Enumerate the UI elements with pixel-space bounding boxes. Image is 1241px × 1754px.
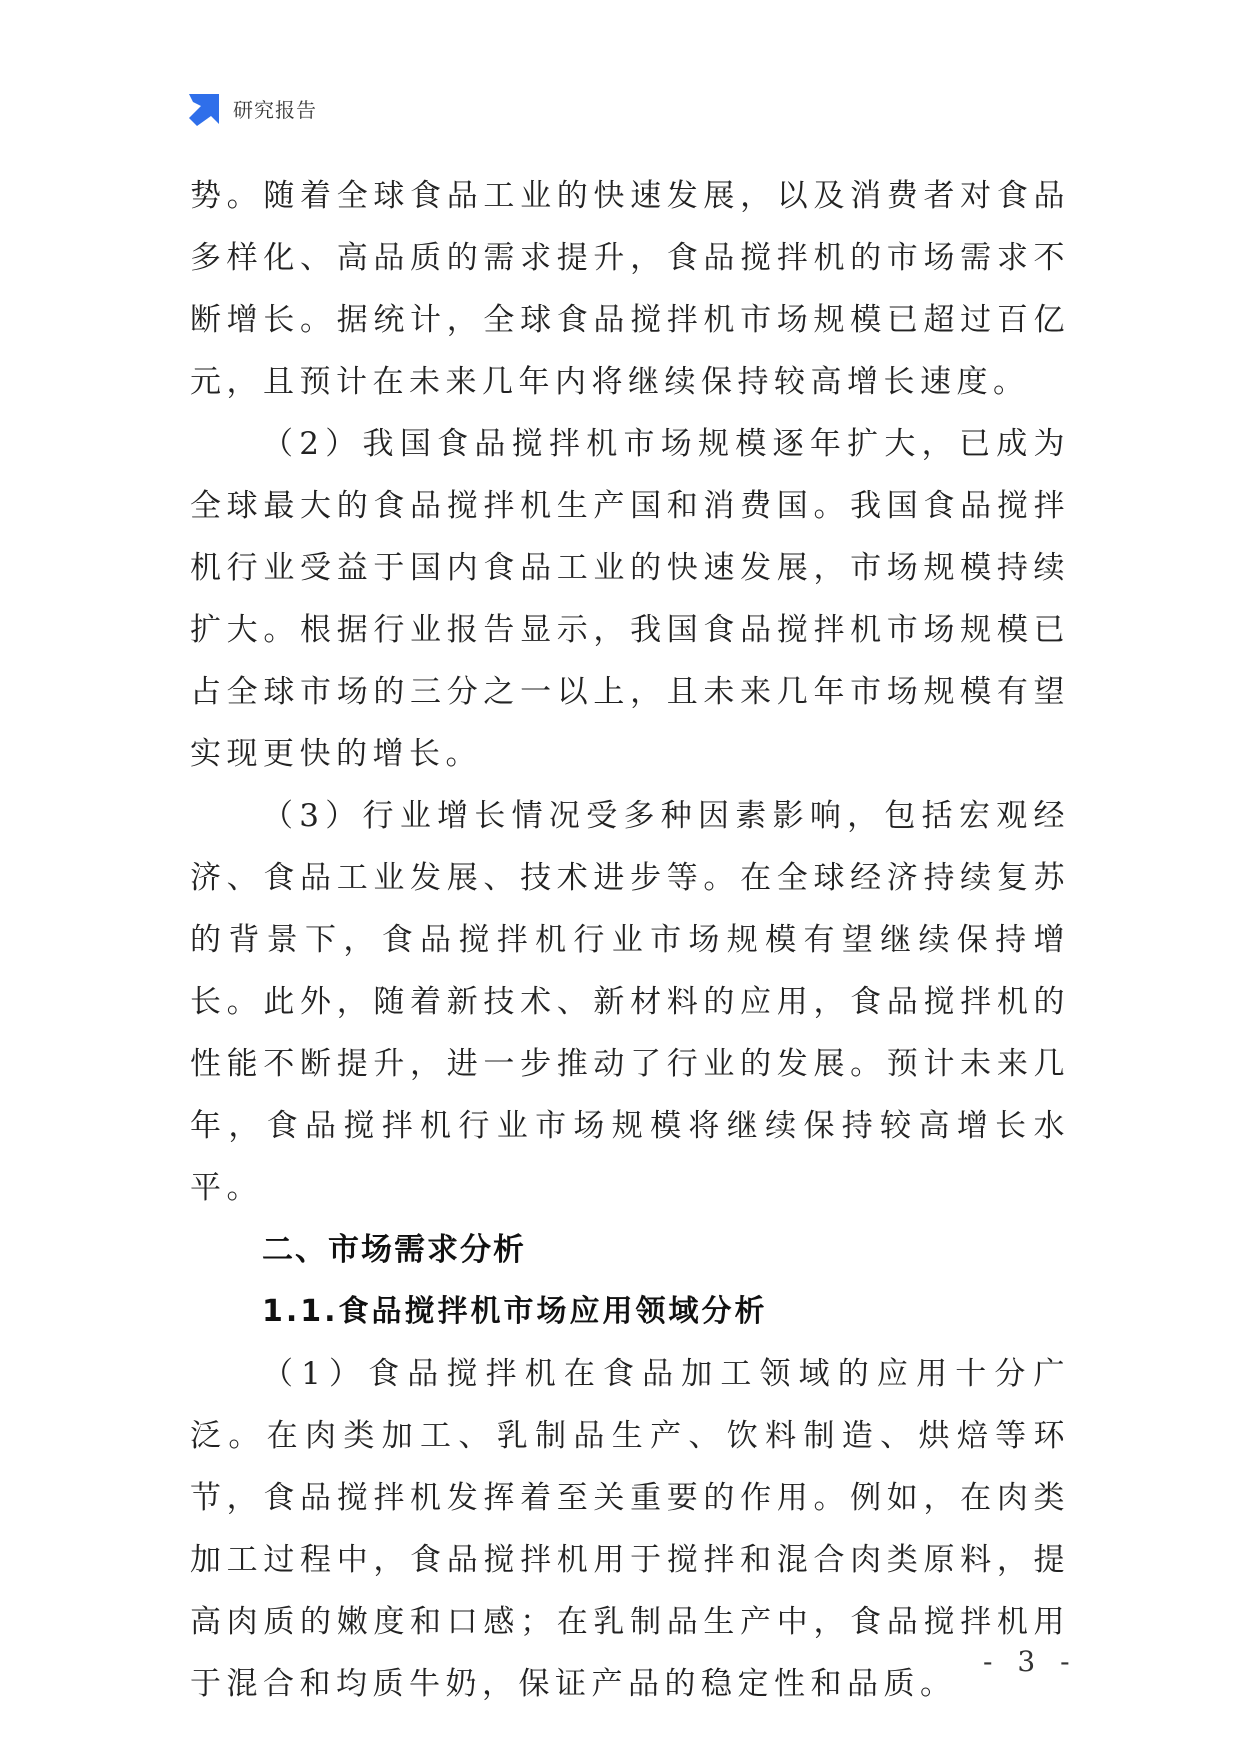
paragraph-2: （2）我国食品搅拌机市场规模逐年扩大，已成为全球最大的食品搅拌机生产国和消费国。我国食品搅拌机行业受益于国内食品工业的快速发展，市场规模持续扩大。根据行业报告显示，我国食品搅拌机市场规模已占全球市场的三分之一以上，且未来几年市场规模有望实现更快的增长。: [190, 426, 1070, 772]
paragraph-continuation: 势。随着全球食品工业的快速发展，以及消费者对食品多样化、高品质的需求提升，食品搅拌机的市场需求不断增长。据统计，全球食品搅拌机市场规模已超过百亿元，且预计在未来几年内将继续保持较高增长速度。: [190, 178, 1070, 400]
document-body: [190, 165, 1070, 1715]
page-number: - 3 -: [983, 1645, 1078, 1678]
section-heading: 二、市场需求分析: [262, 1232, 526, 1268]
report-header: [187, 90, 317, 126]
subsection-heading: 1.1.食品搅拌机市场应用领域分析: [262, 1294, 768, 1329]
arrow-up-right-icon: [187, 90, 223, 126]
header-title: 研究报告: [233, 97, 317, 122]
paragraph-1-application: （1）食品搅拌机在食品加工领域的应用十分广泛。在肉类加工、乳制品生产、饮料制造、烘焙等环节，食品搅拌机发挥着至关重要的作用。例如，在肉类加工过程中，食品搅拌机用于搅拌和混合肉类原料，提高肉质的嫩度和口感；在乳制品生产中，食品搅拌机用于混合和均质牛奶，保证产品的稳定性和品质。: [190, 1356, 1070, 1702]
paragraph-3: （3）行业增长情况受多种因素影响，包括宏观经济、食品工业发展、技术进步等。在全球经济持续复苏的背景下，食品搅拌机行业市场规模有望继续保持增长。此外，随着新技术、新材料的应用，食品搅拌机的性能不断提升，进一步推动了行业的发展。预计未来几年，食品搅拌机行业市场规模将继续保持较高增长水平。: [190, 798, 1070, 1206]
